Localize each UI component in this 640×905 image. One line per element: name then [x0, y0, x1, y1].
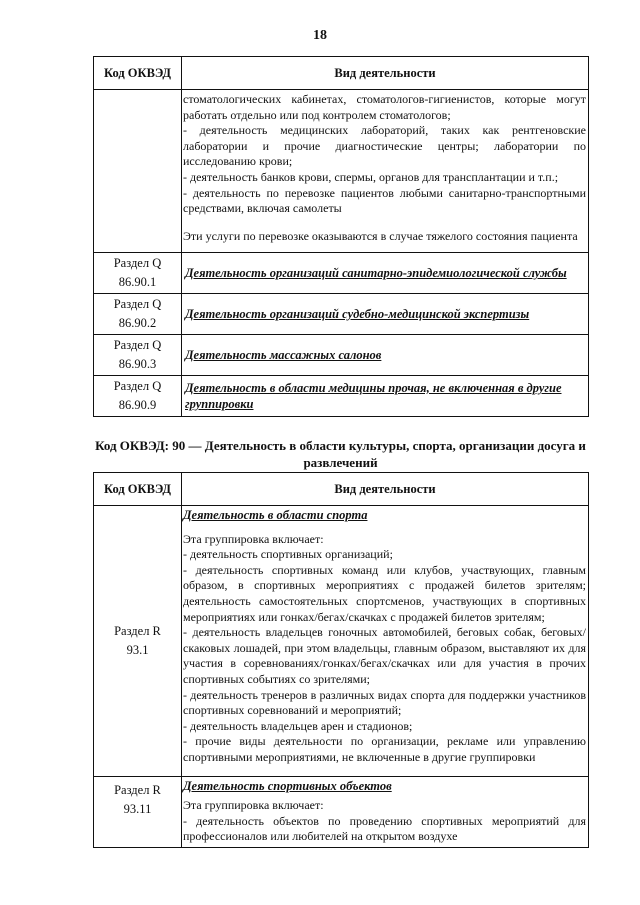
okved-code: 86.90.1 [118, 275, 157, 289]
okved-table-sport [93, 472, 589, 848]
activity-description [182, 776, 589, 847]
continuation-line: стоматологических кабинетах, стоматологов-гигиенистов, которые могут работать отдельно или под контролем стоматологов; [183, 92, 586, 122]
activity-intro: Эта группировка включает: [183, 531, 324, 546]
section-label: Раздел Q [113, 256, 162, 270]
section-heading: Код ОКВЭД: 90 — Деятельность в области культуры, спорта, организации досуга и развлечений [95, 438, 586, 470]
okved-code: 93.1 [126, 642, 149, 657]
activity-title: Деятельность в области спорта [183, 508, 368, 522]
header-activity: Вид деятельности [182, 473, 589, 506]
header-code: Код ОКВЭД [94, 473, 182, 506]
activity-name: Деятельность организаций санитарно-эпидемиологической службы [182, 253, 589, 294]
code-cell [94, 776, 182, 847]
okved-code: 86.90.9 [118, 398, 157, 412]
activity-intro: Эта группировка включает: [183, 798, 324, 813]
activity-item: - деятельность объектов по проведению спортивных мероприятий для профессионалов или любителей на открытом воздухе [183, 813, 586, 844]
empty-code-cell [94, 90, 182, 253]
table-row [94, 506, 589, 777]
activity-name: Деятельность в области медицины прочая, не включенная в другие группировки [182, 376, 589, 417]
table-row [94, 253, 589, 294]
code-cell [94, 294, 182, 335]
header-code: Код ОКВЭД [94, 57, 182, 90]
activity-item: - прочие виды деятельности по организации, рекламе или управлению спортивными мероприятиями, не включенные в другие группировки [183, 734, 586, 764]
page-number: 18 [313, 28, 327, 43]
okved-code: 86.90.3 [118, 357, 157, 371]
activity-item: - деятельность спортивных команд или клубов, участвующих, главным образом, в спортивных мероприятиях с продажей билетов зрителям; деятельность самостоятельных спортсменов, участвующих в спортивных мероприятиях или гонках/бегах/скачках с продажей билетов зрителям; [183, 562, 586, 624]
activity-title: Деятельность спортивных объектов [183, 778, 392, 793]
continuation-line: - деятельность медицинских лабораторий, таких как рентгеновские лаборатории и прочие диагностические центры; лаборатории по исследованию крови; [183, 123, 586, 169]
continuation-line: - деятельность по перевозке пациентов любыми санитарно-транспортными средствами, включая самолеты [183, 185, 586, 216]
section-label: Раздел R [114, 623, 161, 638]
okved-table-health [93, 56, 589, 417]
activity-item: - деятельность спортивных организаций; [183, 547, 393, 562]
table-header-row [94, 57, 589, 90]
activity-name: Деятельность организаций судебно-медицинской экспертизы [182, 294, 589, 335]
table-row-continuation [94, 90, 589, 253]
continuation-note: Эти услуги по перевозке оказываются в случае тяжелого состояния пациента [183, 228, 578, 243]
header-activity: Вид деятельности [182, 57, 589, 90]
activity-item: - деятельность тренеров в различных видах спорта для поддержки участников спортивных соревнований и мероприятий; [183, 687, 586, 718]
table-row [94, 335, 589, 376]
activity-name: Деятельность массажных салонов [182, 335, 589, 376]
section-label: Раздел Q [113, 297, 162, 311]
table-row [94, 294, 589, 335]
activity-item: - деятельность владельцев гоночных автомобилей, беговых собак, беговых/скаковых лошадей, при этом владельцы, главным образом, выставляют их для участия в соревнованиях/гонках/бегах/скачках или для участия в прочих спортивных событиях со зрителями; [183, 625, 586, 686]
continuation-text [182, 90, 589, 253]
continuation-line: - деятельность банков крови, спермы, органов для трансплантации и т.п.; [183, 169, 559, 184]
section-label: Раздел R [114, 782, 161, 797]
section-label: Раздел Q [113, 379, 162, 393]
code-cell [94, 506, 182, 777]
code-cell [94, 335, 182, 376]
code-cell [94, 376, 182, 417]
okved-code: 86.90.2 [118, 316, 157, 330]
table-row [94, 376, 589, 417]
activity-description [182, 506, 589, 777]
table-header-row [94, 473, 589, 506]
okved-code: 93.11 [123, 801, 152, 816]
table-row [94, 776, 589, 847]
code-cell [94, 253, 182, 294]
section-label: Раздел Q [113, 338, 162, 352]
activity-item: - деятельность владельцев арен и стадионов; [183, 718, 413, 733]
